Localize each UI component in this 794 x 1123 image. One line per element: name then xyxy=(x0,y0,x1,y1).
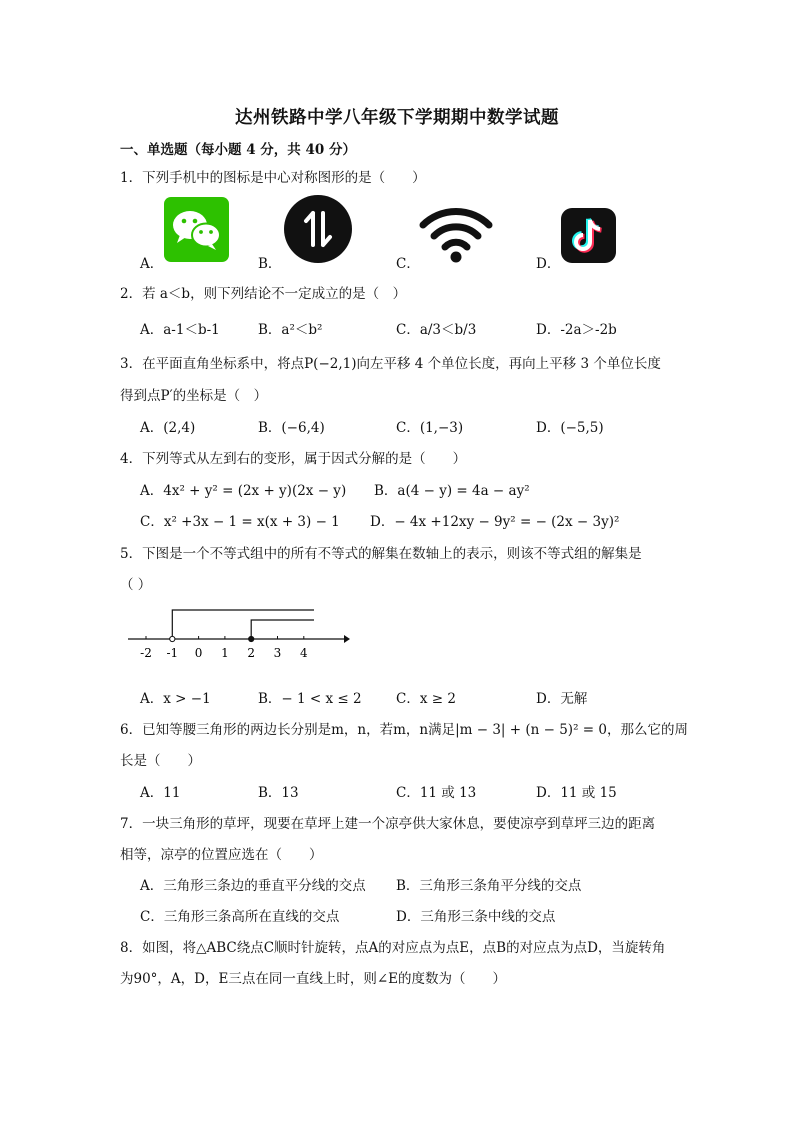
section-heading: 一、单选题（每小题 4 分，共 40 分） xyxy=(120,142,356,158)
number-line-tick-label: 0 xyxy=(194,646,203,660)
q2-option-d: D．-2a＞-2b xyxy=(536,322,617,338)
open-endpoint xyxy=(170,636,175,641)
q1-option-d: D． xyxy=(536,256,561,272)
question-6-stem-line1: 6．已知等腰三角形的两边长分别是m，n，若m，n满足|m − 3| + (n − 5)² = 0，那么它的周 xyxy=(120,722,688,738)
q1-option-a: A． xyxy=(140,256,164,272)
number-line-tick-label: 3 xyxy=(273,646,282,660)
q6-option-d: D．11 或 15 xyxy=(536,785,617,801)
transfer-arrows-icon xyxy=(284,195,352,263)
q4-option-d: D．− 4x +12xy − 9y² = − (2x − 3y)² xyxy=(370,514,620,530)
tiktok-icon xyxy=(561,208,616,263)
question-3-stem-line1: 3．在平面直角坐标系中，将点P(−2,1)向左平移 4 个单位长度，再向上平移 3 个单位长度 xyxy=(120,356,661,372)
number-line-tick-label: 1 xyxy=(221,646,229,660)
q6-option-c: C．11 或 13 xyxy=(396,785,477,801)
q7-option-d: D．三角形三条中线的交点 xyxy=(396,909,556,925)
page-title: 达州铁路中学八年级下学期期中数学试题 xyxy=(235,108,559,128)
question-5-stem-line1: 5．下图是一个不等式组中的所有不等式的解集在数轴上的表示，则该不等式组的解集是 xyxy=(120,546,642,562)
closed-endpoint xyxy=(249,636,254,641)
number-line-tick-label: -2 xyxy=(140,646,152,660)
q6-option-a: A．11 xyxy=(140,785,181,801)
q7-option-a: A．三角形三条边的垂直平分线的交点 xyxy=(140,878,366,894)
question-2-stem: 2．若 a＜b，则下列结论不一定成立的是（ ） xyxy=(120,286,407,302)
q5-option-c: C．x ≥ 2 xyxy=(396,691,456,707)
wechat-icon xyxy=(164,197,229,262)
number-line-tick-label: -1 xyxy=(166,646,179,660)
question-8-stem-line2: 为90°，A，D，E三点在同一直线上时，则∠E的度数为（ ） xyxy=(120,971,507,987)
q3-option-b: B．(−6,4) xyxy=(258,420,325,436)
question-3-stem-line2: 得到点P′的坐标是（ ） xyxy=(120,388,268,404)
question-5-stem-line2: （ ） xyxy=(120,577,152,593)
q2-option-b: B．a²＜b² xyxy=(258,322,323,338)
question-7-stem-line1: 7．一块三角形的草坪，现要在草坪上建一个凉亭供大家休息，要使凉亭到草坪三边的距离 xyxy=(120,816,656,832)
q5-option-a: A．x > −1 xyxy=(140,691,211,707)
q3-option-d: D．(−5,5) xyxy=(536,420,604,436)
number-line-arrow xyxy=(344,635,350,643)
q7-option-c: C．三角形三条高所在直线的交点 xyxy=(140,909,340,925)
q2-option-a: A．a-1＜b-1 xyxy=(140,322,220,338)
q1-option-b: B． xyxy=(258,256,282,272)
question-4-stem: 4．下列等式从左到右的变形，属于因式分解的是（ ） xyxy=(120,451,467,467)
q3-option-c: C．(1,−3) xyxy=(396,420,464,436)
number-line-figure xyxy=(126,600,356,666)
wifi-icon xyxy=(418,205,494,263)
number-line-tick-label: 4 xyxy=(299,646,308,660)
q5-option-d: D．无解 xyxy=(536,691,588,707)
number-line-tick-label: 2 xyxy=(247,646,256,660)
q7-option-b: B．三角形三条角平分线的交点 xyxy=(396,878,582,894)
q2-option-c: C．a/3＜b/3 xyxy=(396,322,477,338)
q5-option-b: B．− 1 < x ≤ 2 xyxy=(258,691,362,707)
solution-ray-2 xyxy=(251,620,314,639)
q4-option-c: C．x² +3x − 1 = x(x + 3) − 1 xyxy=(140,514,340,530)
question-7-stem-line2: 相等，凉亭的位置应选在（ ） xyxy=(120,847,323,863)
solution-ray-1 xyxy=(172,610,314,639)
q4-option-a: A．4x² + y² = (2x + y)(2x − y) xyxy=(140,483,347,499)
q1-option-c: C． xyxy=(396,256,420,272)
question-1-stem: 1．下列手机中的图标是中心对称图形的是（ ） xyxy=(120,170,426,186)
q4-option-b: B．a(4 − y) = 4a − ay² xyxy=(374,483,530,499)
question-6-stem-line2: 长是（ ） xyxy=(120,753,201,769)
q3-option-a: A．(2,4) xyxy=(140,420,196,436)
question-8-stem-line1: 8．如图，将△ABC绕点C顺时针旋转，点A的对应点为点E，点B的对应点为点D，当旋转角 xyxy=(120,940,666,956)
q6-option-b: B．13 xyxy=(258,785,299,801)
